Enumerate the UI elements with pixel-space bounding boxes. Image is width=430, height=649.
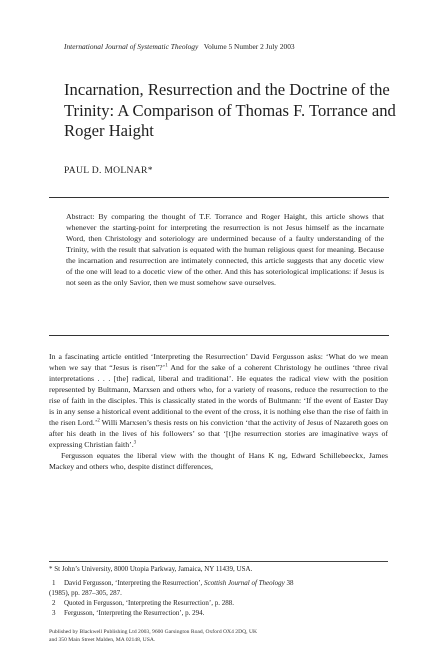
footnote-text: David Fergusson, ‘Interpreting the Resurrection’, (64, 579, 205, 587)
body-paragraph-2: Fergusson equates the liberal view with the thought of Hans K ng, Edward Schillebeeckx, James Mackey and others who, despite distinct differences, (49, 451, 388, 472)
footnote-number: 3 (52, 609, 56, 617)
footnote-number: 2 (52, 599, 56, 607)
footnote-ref-1[interactable]: 1 (165, 363, 168, 369)
footnote-ref-2[interactable]: 2 (97, 418, 100, 424)
abstract (66, 211, 384, 288)
author-affiliation: * St John’s University, 8000 Utopia Parkway, Jamaica, NY 11439, USA. (49, 565, 253, 573)
footnote-3 (49, 608, 388, 618)
footnote-1-continuation: (1985), pp. 287–305, 287. (49, 589, 122, 597)
footnote-number: 1 (52, 579, 56, 587)
issue-details: Volume 5 Number 2 July 2003 (203, 42, 295, 51)
publisher-line-2: and 350 Main Street Malden, MA 02148, USA. (49, 636, 156, 643)
body-paragraph-1-part-2: And for the sake of a coherent Christology he outlines ‘three rival interpretations . . . [the] radical, liberal and traditional’. He equates the radical view with the position represented by Bultmann, Marxsen and others who, for a variety of reasons, reduce the resurrection to the rise of faith in the disciples. This is classically stated in the words of Bultmann: ‘If the event of Easter Day is in any sense a historical event additional to the event of the cross, it is nothing else than the rise of faith in the risen Lord.’ (49, 363, 388, 428)
publisher-line-1: Published by Blackwell Publishing Ltd 2003, 9600 Garsington Road, Oxford OX4 2DQ, UK (49, 629, 258, 635)
article-body (49, 351, 388, 473)
footnote-text: Quoted in Fergusson, ‘Interpreting the Resurrection’, p. 288. (64, 599, 234, 607)
footnote-ref-3[interactable]: 3 (133, 440, 137, 446)
abstract-bottom-rule (49, 335, 389, 336)
body-paragraph-1 (49, 351, 388, 450)
running-head (64, 42, 295, 51)
footnote-text: Fergusson, ‘Interpreting the Resurrection’, p. 294. (64, 609, 205, 617)
body-paragraph-1-part-3: Willi Marxsen’s thesis rests on his conviction ‘that the activity of Jesus of Nazareth goes on after his death in the lives of his followers’ so that ‘[t]he resurrection stories are imaginative ways of expressing Christian faith’. (49, 418, 388, 450)
abstract-label: Abstract: (66, 212, 95, 221)
abstract-text: By comparing the thought of T.F. Torrance and Roger Haight, this article shows that whenever the starting-point for interpreting the resurrection is not Jesus himself as the incarnate Word, then Christology and soteriology are undermined because of a faulty understanding of the Trinity, with the result that salvation is equated with the human religious quest for meaning. Because the incarnation and resurrection are intimately connected, this article suggests that any docetic view of the one will lead to a docetic view of the other. And this has soteriological implications: if Jesus is not seen as the only Savior, then we must somehow save ourselves. (66, 212, 385, 288)
publisher-info (49, 629, 257, 644)
footnotes (49, 578, 388, 618)
body-paragraph-1-part-1: In a fascinating article entitled ‘Interpreting the Resurrection’ David Fergusson asks: ‘What do we mean when we say that “Jesus is risen”?’ (49, 352, 388, 373)
article-author: PAUL D. MOLNAR* (64, 165, 153, 176)
abstract-top-rule (49, 197, 389, 198)
footnote-rule (49, 561, 388, 562)
footnote-journal-title: Scottish Journal of Theology (204, 579, 285, 587)
article-title: Incarnation, Resurrection and the Doctrine of the Trinity: A Comparison of Thomas F. Torrance and Roger Haight (64, 80, 396, 140)
journal-name: International Journal of Systematic Theology (64, 42, 199, 51)
footnote-text-volume: 38 (284, 579, 294, 587)
footnote-2 (49, 598, 388, 608)
footnote-1 (49, 578, 388, 588)
